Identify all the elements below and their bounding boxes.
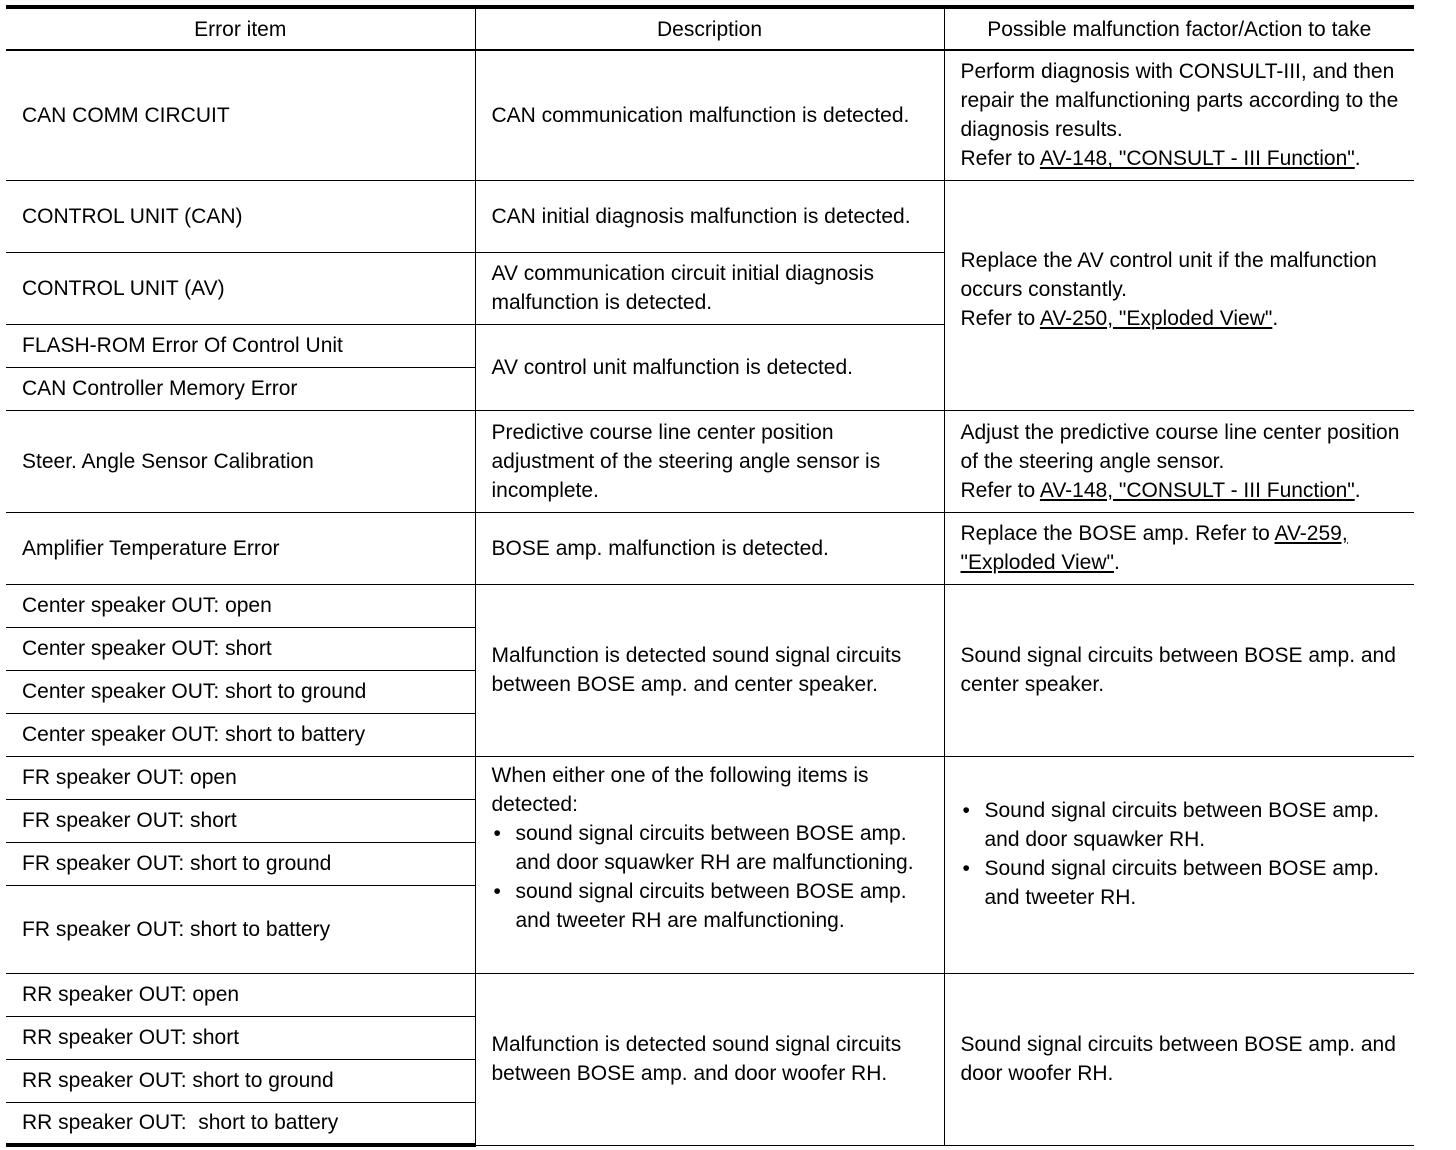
list-item: • Sound signal circuits between BOSE amp. and door squawker RH. — [961, 796, 1405, 854]
error-item-cell: FR speaker OUT: short to battery — [6, 885, 475, 973]
refer-suffix: . — [1354, 147, 1361, 171]
description-cell: AV control unit malfunction is detected. — [475, 324, 944, 410]
table-row — [6, 584, 1414, 627]
header-action: Possible malfunction factor/Action to take — [944, 7, 1414, 50]
action-cell: Sound signal circuits between BOSE amp. and door woofer RH. — [944, 973, 1414, 1145]
error-item-cell: CAN Controller Memory Error — [6, 367, 475, 410]
table-row — [6, 756, 1414, 799]
table-row — [6, 410, 1414, 512]
action-text: Replace the AV control unit if the malfunction occurs constantly. — [960, 248, 1377, 301]
error-item-cell: CAN COMM CIRCUIT — [6, 50, 475, 180]
action-text: Adjust the predictive course line center position of the steering angle sensor. — [960, 420, 1400, 473]
description-bullet-list — [492, 819, 934, 935]
error-item-cell: FR speaker OUT: short — [6, 799, 475, 842]
description-cell: BOSE amp. malfunction is detected. — [475, 512, 944, 584]
error-table — [6, 5, 1414, 1147]
description-intro: When either one of the following items is detected: — [491, 763, 869, 816]
error-item-cell: CONTROL UNIT (AV) — [6, 252, 475, 324]
description-cell: CAN initial diagnosis malfunction is detected. — [475, 180, 944, 252]
refer-prefix: Refer to — [960, 306, 1040, 330]
action-cell — [944, 180, 1414, 410]
reference-link[interactable]: AV-148, "CONSULT - III Function" — [1039, 147, 1355, 171]
error-item-cell: RR speaker OUT: short — [6, 1016, 475, 1059]
error-item-cell: FR speaker OUT: open — [6, 756, 475, 799]
error-item-cell: RR speaker OUT: short to ground — [6, 1059, 475, 1102]
description-cell: Predictive course line center position adjustment of the steering angle sensor is incomplete. — [475, 410, 944, 512]
header-error-item: Error item — [6, 7, 475, 50]
list-item: • sound signal circuits between BOSE amp. and door squawker RH are malfunctioning. — [492, 819, 934, 877]
action-cell — [944, 756, 1414, 973]
list-item: • sound signal circuits between BOSE amp. and tweeter RH are malfunctioning. — [492, 877, 934, 935]
error-item-cell: Amplifier Temperature Error — [6, 512, 475, 584]
description-cell: AV communication circuit initial diagnosis malfunction is detected. — [475, 252, 944, 324]
table-header-row — [6, 7, 1414, 50]
error-item-cell: Center speaker OUT: short — [6, 627, 475, 670]
description-cell: Malfunction is detected sound signal circuits between BOSE amp. and door woofer RH. — [475, 973, 944, 1145]
action-cell: Sound signal circuits between BOSE amp. and center speaker. — [944, 584, 1414, 756]
action-text: Replace the BOSE amp. Refer to — [960, 522, 1275, 545]
error-item-cell: RR speaker OUT: open — [6, 973, 475, 1016]
reference-link[interactable]: AV-250, "Exploded View" — [1039, 306, 1273, 330]
action-bullet-list — [961, 796, 1405, 912]
table-row — [6, 50, 1414, 180]
table-row — [6, 180, 1414, 252]
refer-suffix: . — [1354, 478, 1361, 502]
error-item-cell: FR speaker OUT: short to ground — [6, 842, 475, 885]
error-item-cell: Center speaker OUT: open — [6, 584, 475, 627]
reference-link[interactable]: AV-148, "CONSULT - III Function" — [1039, 478, 1355, 502]
error-item-cell: FLASH-ROM Error Of Control Unit — [6, 324, 475, 367]
refer-prefix: Refer to — [960, 147, 1040, 171]
table-row — [6, 512, 1414, 584]
action-text: Perform diagnosis with CONSULT-III, and then repair the malfunctioning parts according to the diagnosis results. — [960, 60, 1399, 142]
error-item-cell: RR speaker OUT: short to battery — [6, 1102, 475, 1145]
reference-link[interactable]: AV-259, "Exploded View" — [960, 522, 1348, 574]
description-cell: Malfunction is detected sound signal circuits between BOSE amp. and center speaker. — [475, 584, 944, 756]
description-cell — [475, 756, 944, 973]
refer-prefix: Refer to — [960, 478, 1040, 502]
refer-suffix: . — [1113, 551, 1120, 574]
action-cell — [944, 410, 1414, 512]
description-cell: CAN communication malfunction is detected. — [475, 50, 944, 180]
list-item: • Sound signal circuits between BOSE amp. and tweeter RH. — [961, 854, 1405, 912]
action-cell — [944, 512, 1414, 584]
header-description: Description — [475, 7, 944, 50]
refer-suffix: . — [1272, 306, 1279, 330]
error-item-cell: CONTROL UNIT (CAN) — [6, 180, 475, 252]
table-row — [6, 973, 1414, 1016]
error-item-cell: Center speaker OUT: short to battery — [6, 713, 475, 756]
error-item-cell: Steer. Angle Sensor Calibration — [6, 410, 475, 512]
error-item-cell: Center speaker OUT: short to ground — [6, 670, 475, 713]
action-cell — [944, 50, 1414, 180]
